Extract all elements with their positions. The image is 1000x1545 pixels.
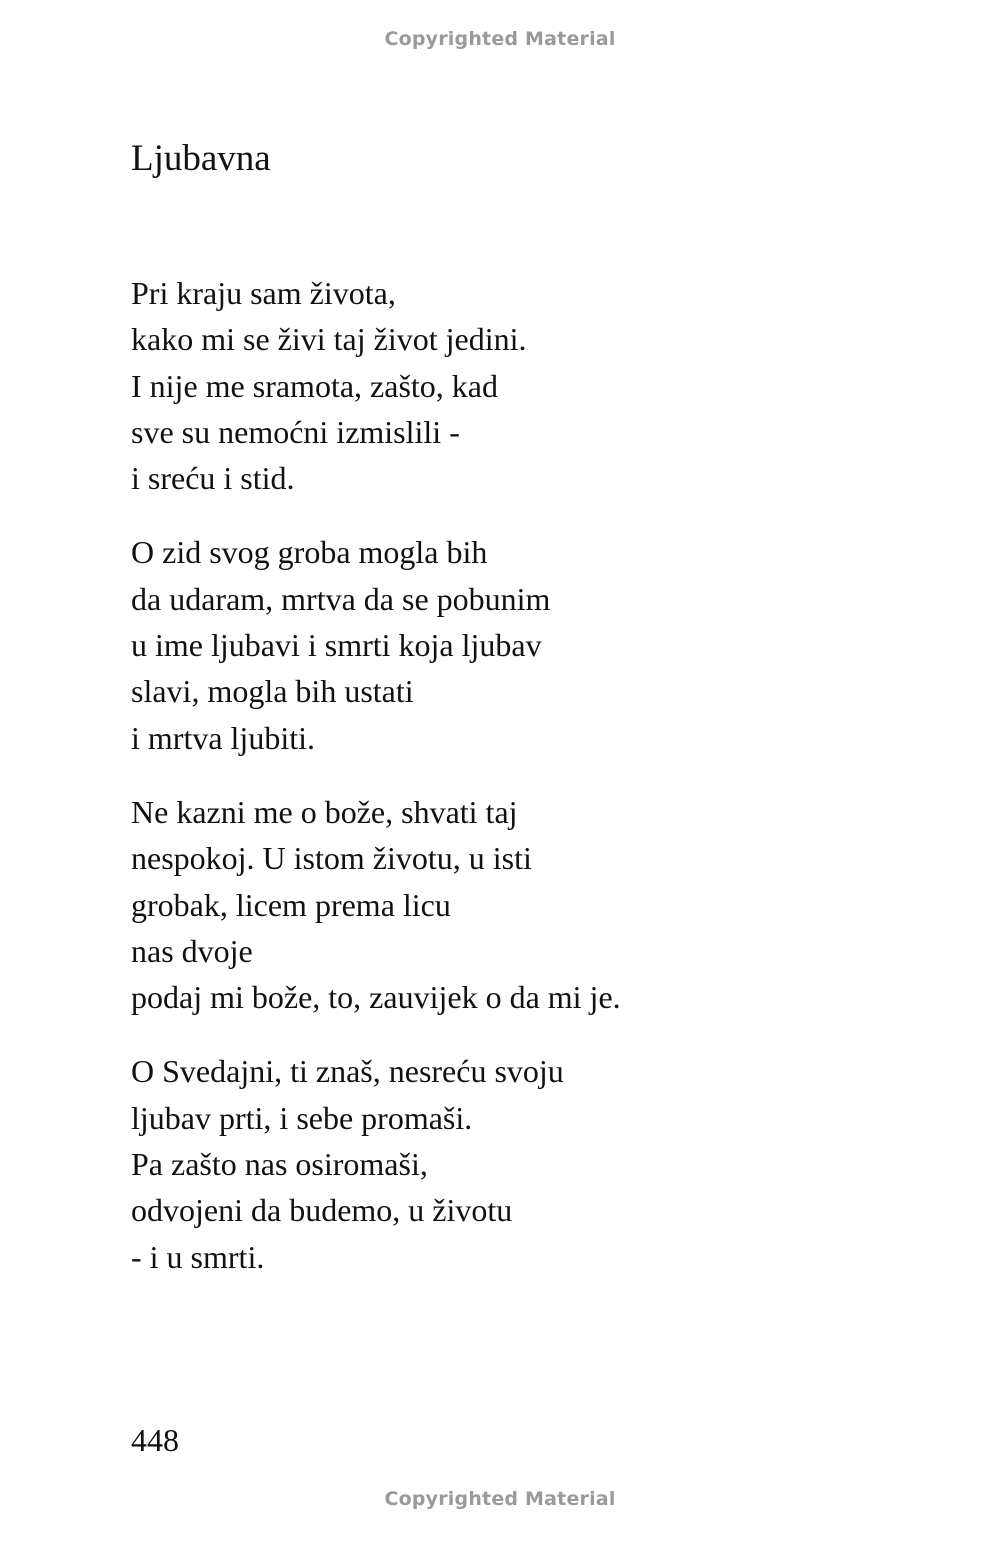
poem-line: - i u smrti. (131, 1238, 265, 1275)
stanza-3 (131, 789, 931, 1020)
stanza-2 (131, 529, 931, 760)
poem-line: I nije me sramota, zašto, kad (131, 367, 498, 404)
poem-line: i sreću i stid. (131, 460, 295, 497)
poem-line: Pa zašto nas osiromaši, (131, 1146, 428, 1183)
poem-line: i mrtva ljubiti. (131, 719, 315, 756)
poem-line: Pri kraju sam života, (131, 275, 396, 311)
poem-line: podaj mi bože, to, zauvijek o da mi je. (131, 979, 621, 1016)
copyright-watermark-top: Copyrighted Material (384, 28, 616, 50)
stanza-1 (131, 270, 931, 501)
poem-line: O zid svog groba mogla bih (131, 534, 488, 571)
poem-line: nas dvoje (131, 932, 253, 969)
poem-line: slavi, mogla bih ustati (131, 673, 414, 710)
poem-body (131, 270, 931, 1308)
poem-line: u ime ljubavi i smrti koja ljubav (131, 627, 542, 664)
poem-line: odvojeni da budemo, u životu (131, 1192, 513, 1229)
copyright-watermark-bottom: Copyrighted Material (384, 1488, 616, 1510)
poem-line: da udaram, mrtva da se pobunim (131, 580, 551, 617)
poem-line: grobak, licem prema licu (131, 886, 451, 923)
page-number: 448 (131, 1422, 179, 1458)
poem-line: O Svedajni, ti znaš, nesreću svoju (131, 1053, 564, 1090)
poem-line: nespokoj. U istom životu, u isti (131, 840, 532, 877)
poem-line: kako mi se živi taj život jedini. (131, 321, 527, 358)
poem-line: ljubav prti, i sebe promaši. (131, 1099, 473, 1136)
poem-line: Ne kazni me o bože, shvati taj (131, 793, 518, 830)
stanza-4 (131, 1048, 931, 1279)
poem-line: sve su nemoćni izmislili - (131, 413, 460, 450)
poem-title: Ljubavna (131, 138, 271, 179)
